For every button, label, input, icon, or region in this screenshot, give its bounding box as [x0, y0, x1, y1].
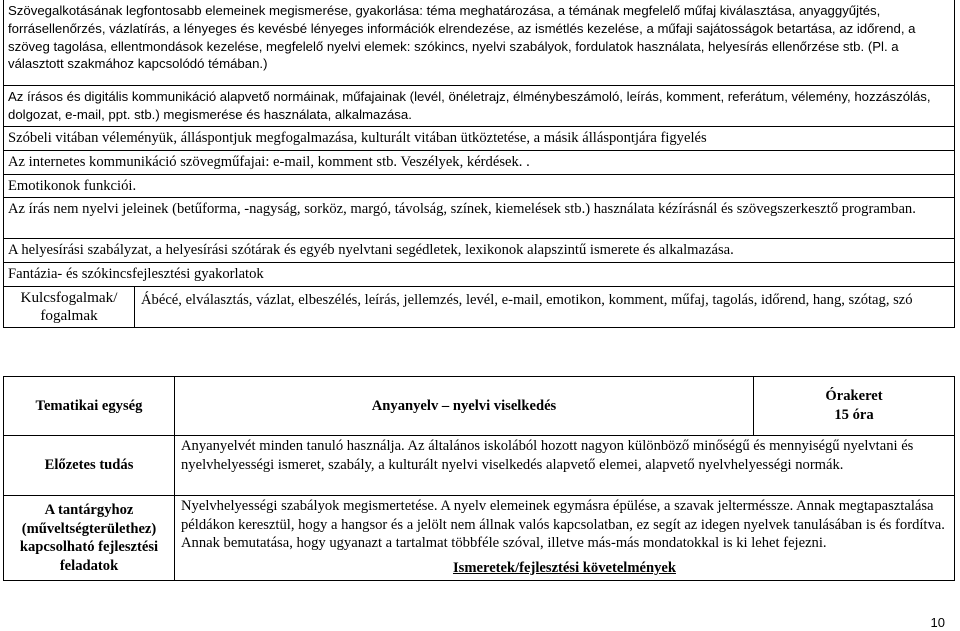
- requirements-subheading: Ismeretek/fejlesztési követelmények: [452, 559, 677, 576]
- hours-value: 15 óra: [834, 407, 874, 423]
- development-goals-cell: [175, 496, 955, 581]
- intro-paragraph: Szövegalkotásának legfontosabb elemeinek megismerése, gyakorlása: téma meghatározása, a témának megfelelő műfaj kiválasztása, anyaggyűjtés, forrásellenőrzés, vázlatírás, a lényeges és kevésbé lényeges információk elrendezése, az ismétlés kezelése, a műfaji sajátosságok betartása, az időrend, a szöveg tagolása, ellentmondások kezelése, megfelelő nyelvi elemek: szókincs, nyelvi szabályok, fordulatok használata, helyesírás ellenőrzése stb. (Pl. a választott szakmához kapcsolódó témában.): [4, 0, 955, 86]
- topic-unit-table: [3, 376, 955, 581]
- development-goals-text-1: Nyelvhelyességi szabályok megismertetése. A nyelv elemeinek egymásra épülése, a szavak jelterméssze. Annak megtapasztalása példákon keresztül, hogy a hangsor és a jelölt nem állnak valós kapcsolatban, ez segít az idegen nyelvek tanulásában is és fordítva.: [181, 498, 945, 533]
- digital-communication-paragraph: Az írásos és digitális kommunikáció alapvető normáinak, műfajainak (levél, önéletrajz, élménybeszámoló, leírás, komment, referátum, vélemény, hozzászólás, dolgozat, e-mail, ppt. stb.) megismerése és használata, alkalmazása.: [4, 86, 955, 127]
- topic-title: Anyanyelv – nyelvi viselkedés: [371, 397, 557, 414]
- topic-title-cell: [175, 377, 754, 436]
- upper-content-table: [3, 0, 955, 328]
- fantasy-exercises-paragraph: Fantázia- és szókincsfejlesztési gyakorlatok: [4, 263, 955, 287]
- key-concepts-label-line2: fogalmak: [40, 306, 98, 324]
- internet-genres-paragraph: Az internetes kommunikáció szövegműfajai: e-mail, komment stb. Veszélyek, kérdések. .: [4, 150, 955, 174]
- key-concepts-label: [4, 286, 135, 327]
- prior-knowledge-text: Anyanyelvét minden tanuló használja. Az általános iskolából hozott nagyon különböző minőségű és mennyiségű nyelvtani és nyelvhelyességi ismeret, szabály, a kulturált nyelvi viselkedés alapvető elemei, alapvető nyelvhelyességi normák.: [175, 436, 955, 496]
- prior-knowledge-label-cell: [4, 436, 175, 496]
- nonverbal-signs-paragraph: Az írás nem nyelvi jeleinek (betűforma, -nagyság, sorköz, margó, távolság, színek, kiemelések stb.) használata kézírásnál és szövegszerkesztő programban.: [4, 198, 955, 239]
- development-goals-label-cell: [4, 496, 175, 581]
- topic-unit-header-text: Tematikai egység: [35, 397, 143, 414]
- hours-cell: [754, 377, 955, 436]
- key-concepts-label-line1: Kulcsfogalmak/: [20, 288, 118, 306]
- key-concepts-terms: Ábécé, elválasztás, vázlat, elbeszélés, leírás, jellemzés, levél, e-mail, emotikon, komment, műfaj, tagolás, időrend, hang, szótag, szó: [135, 286, 955, 327]
- page-number: 10: [930, 615, 945, 630]
- topic-unit-header: [4, 377, 175, 436]
- requirements-subheading-wrap: [181, 553, 948, 578]
- oral-debate-paragraph: Szóbeli vitában véleményük, álláspontjuk megfogalmazása, kulturált vitában ütköztetése, a másik álláspontjára figyelés: [4, 127, 955, 151]
- development-goals-text-2: Annak bemutatása, hogy ugyanazt a tartalmat többféle szóval, illetve más-más mondatokkal is ki lehet fejezni.: [181, 535, 827, 552]
- emoticons-paragraph: Emotikonok funkciói.: [4, 174, 955, 198]
- prior-knowledge-label: Előzetes tudás: [44, 457, 134, 474]
- development-goals-label: A tantárgyhoz (műveltségterülethez) kapcsolható fejlesztési feladatok: [19, 502, 159, 574]
- spelling-rules-paragraph: A helyesírási szabályzat, a helyesírási szótárak és egyéb nyelvtani segédletek, lexikonok alapszintű ismerete és alkalmazása.: [4, 239, 955, 263]
- hours-label: Órakeret: [825, 388, 883, 405]
